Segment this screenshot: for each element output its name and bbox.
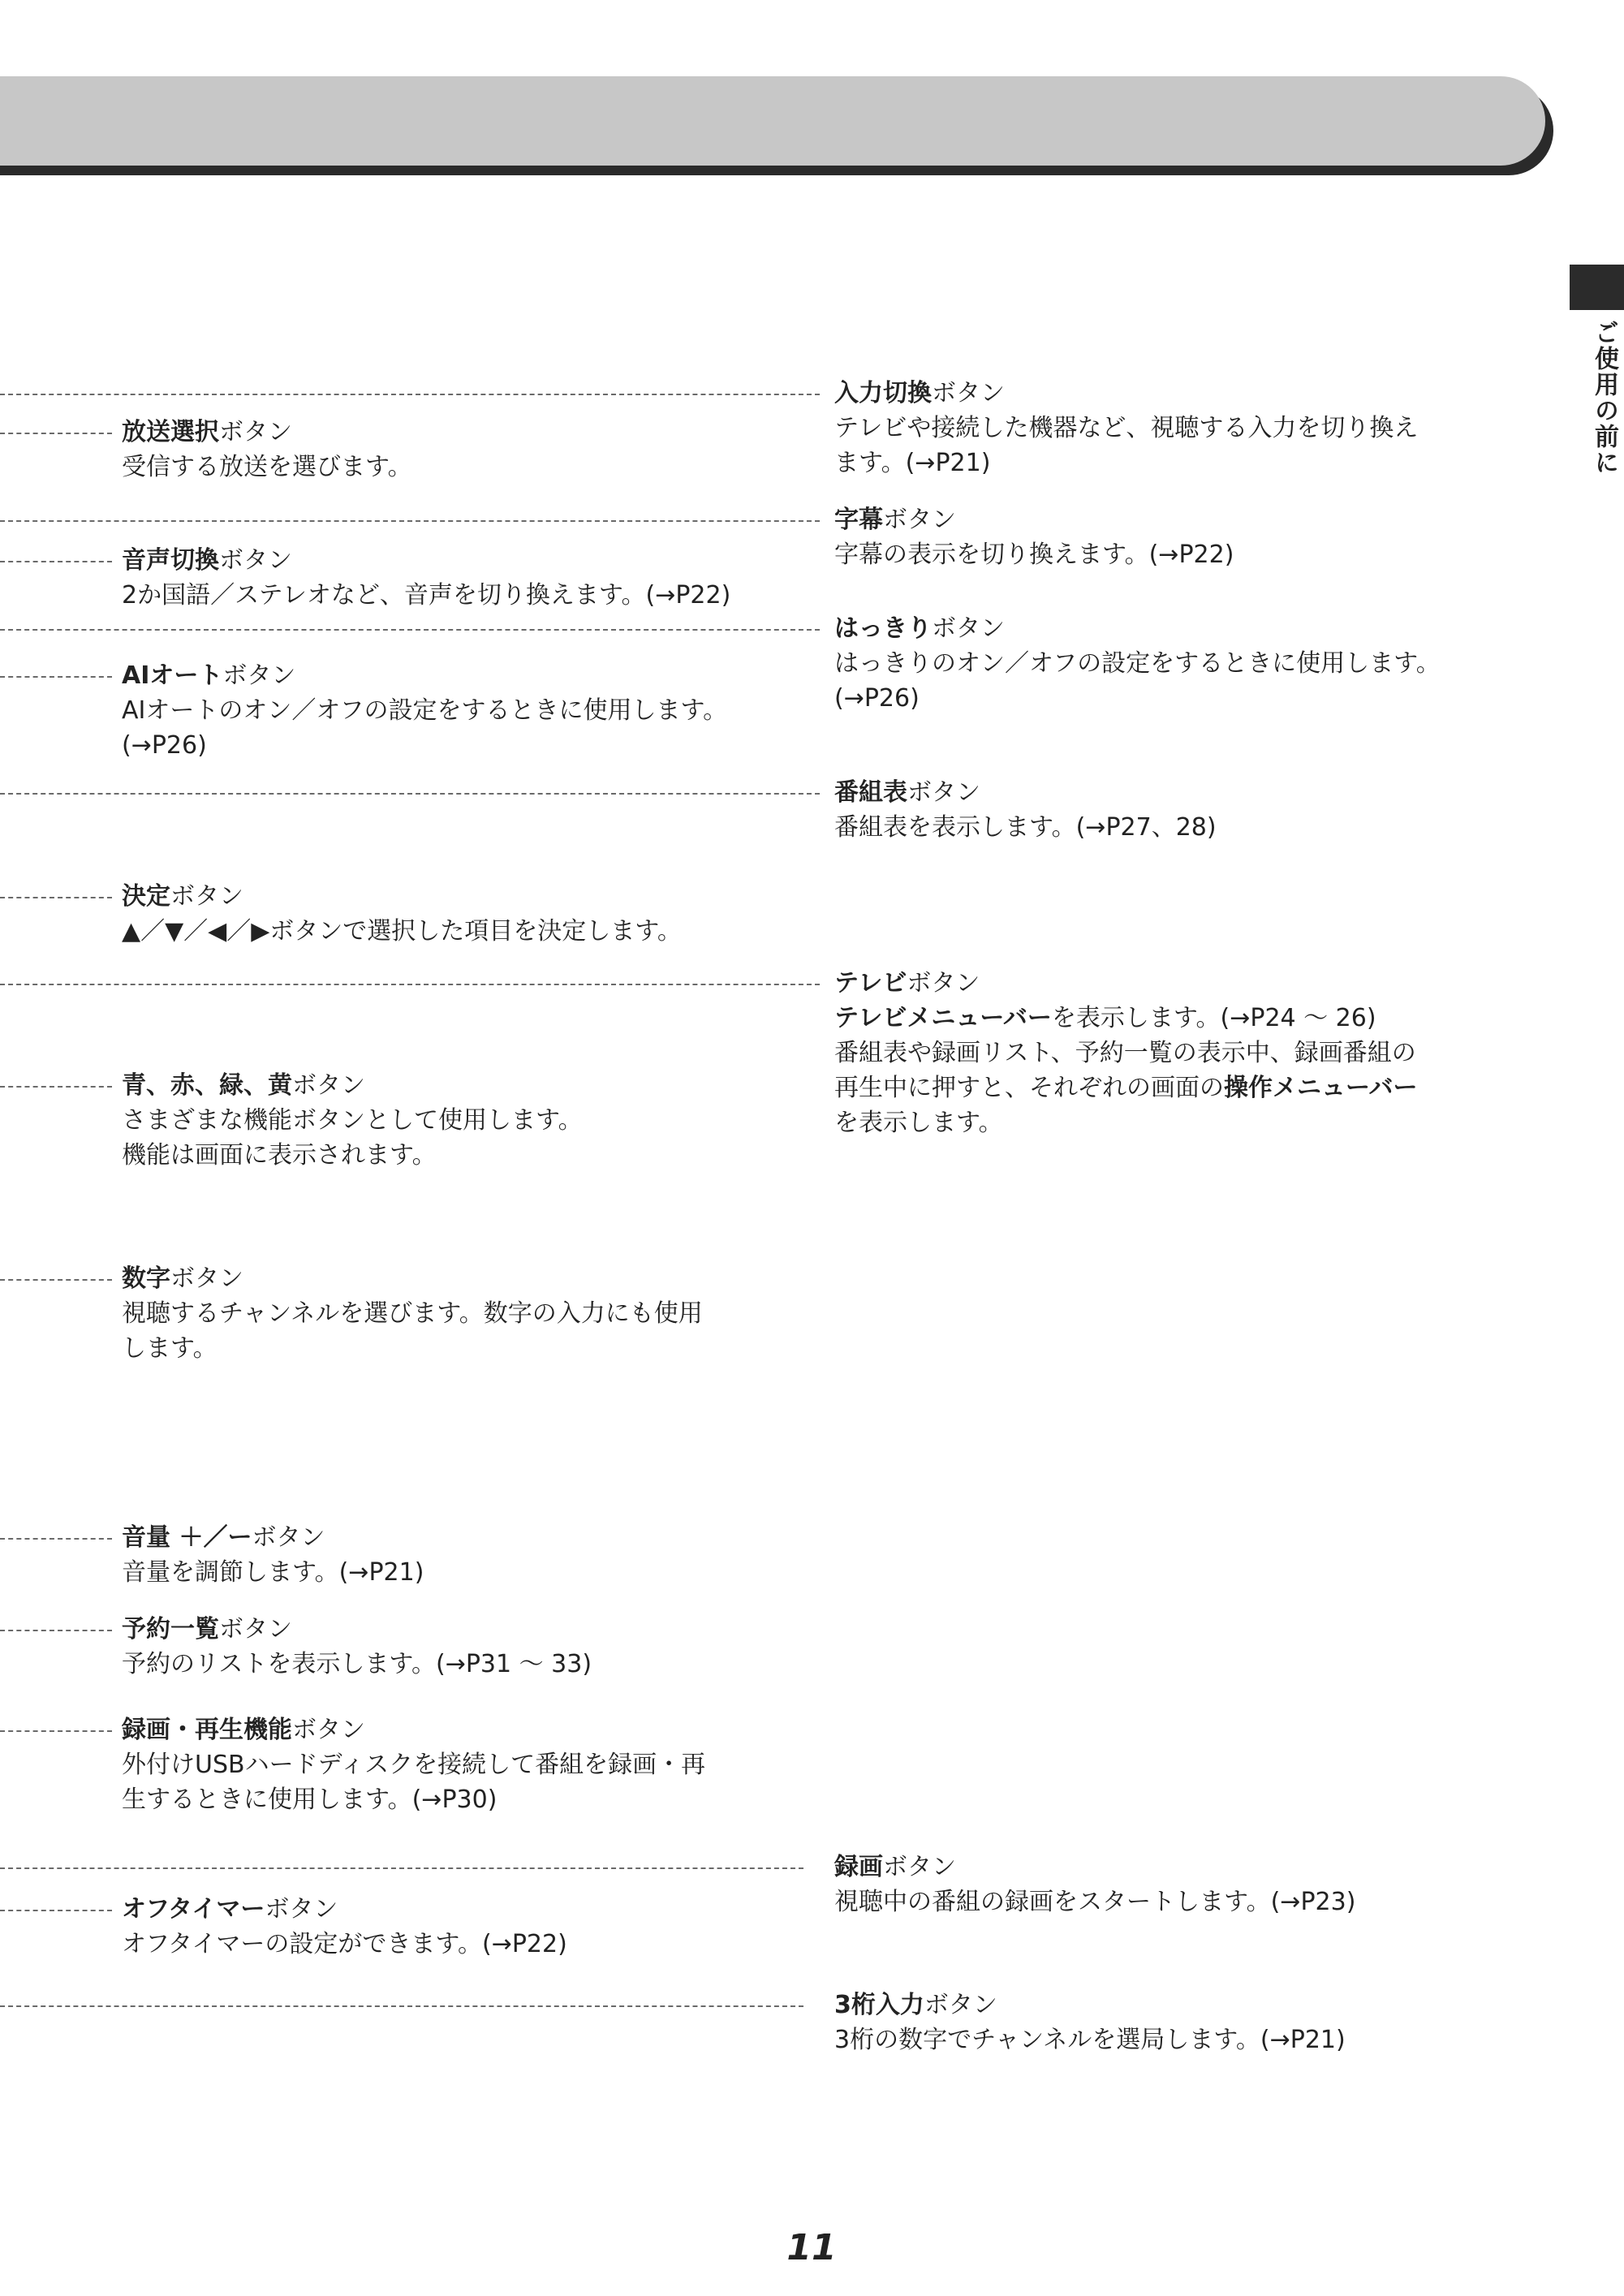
leader-line-off-timer (0, 1910, 112, 1911)
leader-line-enter (0, 897, 112, 898)
entry-desc: AIオートのオン／オフの設定をするときに使用します。 (→P26) (122, 696, 728, 760)
leader-line-tv (0, 984, 820, 985)
entry-desc: 字幕の表示を切り換えます。(→P22) (834, 541, 1234, 569)
side-tab-label: ご使用の前に (1590, 320, 1618, 476)
entry-title-suffix: ボタン (219, 546, 292, 575)
entry-title-bold: 放送選択 (122, 418, 219, 446)
leader-line-ai-auto (0, 676, 112, 678)
entry-title-suffix: ボタン (265, 1895, 338, 1923)
entry-desc-text: を表示します。(→P24 〜 26) 番組表や録画リスト、予約一覧の表示中、録画番組の 再生中に押すと、それぞれの画面の (834, 1004, 1416, 1102)
entry-title-suffix: ボタン (292, 1716, 365, 1744)
entry-title-suffix: ボタン (170, 1264, 243, 1293)
leader-line-record (0, 1867, 803, 1869)
entry-desc: 予約のリストを表示します。(→P31 〜 33) (122, 1650, 592, 1678)
entry-title-bold: はっきり (834, 614, 932, 643)
entry-color-buttons (122, 1068, 787, 1173)
entry-title-bold: 青、赤、緑、黄 (122, 1071, 292, 1100)
entry-title-bold: 録画 (834, 1853, 883, 1881)
entry-title-suffix: ボタン (219, 418, 292, 446)
entry-desc: 受信する放送を選びます。 (122, 453, 412, 481)
entry-desc-bold: テレビメニューバー (834, 1004, 1052, 1032)
leader-line-3digit (0, 2005, 803, 2007)
entry-title-bold: 3桁入力 (834, 1991, 924, 2019)
entry-desc: さまざまな機能ボタンとして使用します。 機能は画面に表示されます。 (122, 1106, 583, 1170)
entry-title-suffix: ボタン (170, 882, 243, 911)
entry-program-guide (834, 775, 1549, 845)
entry-title-suffix: ボタン (252, 1523, 325, 1552)
leader-line-broadcast (0, 433, 112, 434)
entry-broadcast-select (122, 415, 787, 485)
entry-title-suffix: ボタン (907, 969, 980, 997)
entry-title-suffix: ボタン (219, 1615, 292, 1643)
entry-title-bold: 録画・再生機能 (122, 1716, 292, 1744)
entry-title-suffix: ボタン (924, 1991, 997, 2019)
entry-desc-bold: 操作メニューバー (1224, 1074, 1418, 1102)
entry-title-bold: 入力切換 (834, 379, 932, 407)
entry-number (122, 1261, 787, 1366)
entry-desc: はっきりのオン／オフの設定をするときに使用します。 (→P26) (834, 649, 1441, 713)
entry-desc: 外付けUSBハードディスクを接続して番組を録画・再 生するときに使用します。(→P30) (122, 1751, 706, 1814)
leader-line-color-buttons (0, 1086, 112, 1088)
entry-title-bold: 予約一覧 (122, 1615, 219, 1643)
entry-desc: 音量を調節します。(→P21) (122, 1558, 424, 1587)
leader-line-epg (0, 793, 820, 795)
entry-desc-text: を表示します。 (834, 1109, 1003, 1137)
entry-off-timer (122, 1892, 787, 1962)
entry-title-bold: 字幕 (834, 506, 883, 534)
entry-desc: オフタイマーの設定ができます。(→P22) (122, 1930, 567, 1958)
entry-title-bold: オフタイマー (122, 1895, 265, 1923)
entry-title-bold: 音声切換 (122, 546, 219, 575)
entry-title-suffix: ボタン (932, 614, 1005, 643)
entry-record (834, 1850, 1549, 1919)
entry-desc: 番組表を表示します。(→P27、28) (834, 813, 1217, 842)
entry-title-suffix: ボタン (222, 661, 296, 690)
entry-input-switch (834, 376, 1549, 480)
entry-title-bold: 番組表 (834, 778, 907, 807)
entry-title-bold: 音量 ＋／ー (122, 1523, 252, 1552)
entry-title-bold: AIオート (122, 661, 223, 690)
entry-title-suffix: ボタン (883, 1853, 956, 1881)
entry-3digit-input (834, 1988, 1549, 2057)
leader-line-subtitle (0, 520, 820, 522)
leader-line-number (0, 1279, 112, 1281)
entry-title-bold: 数字 (122, 1264, 170, 1293)
entry-desc (834, 1001, 1549, 1140)
entry-desc: テレビや接続した機器など、視聴する入力を切り換え ます。(→P21) (834, 414, 1419, 477)
leader-line-rec-play (0, 1730, 112, 1732)
entry-desc: 視聴中の番組の録画をスタートします。(→P23) (834, 1888, 1356, 1916)
entry-title-bold: 決定 (122, 882, 170, 911)
leader-line-input-switch (0, 394, 820, 395)
entry-desc: 視聴するチャンネルを選びます。数字の入力にも使用 します。 (122, 1299, 703, 1363)
leader-line-audio (0, 561, 112, 562)
entry-title-bold: テレビ (834, 969, 907, 997)
entry-desc: ▲／▼／◀／▶ボタンで選択した項目を決定します。 (122, 917, 682, 946)
entry-tv (834, 966, 1549, 1140)
entry-title-suffix: ボタン (883, 506, 956, 534)
entry-title-suffix: ボタン (907, 778, 980, 807)
entry-title-suffix: ボタン (292, 1071, 365, 1100)
entry-ai-auto (122, 658, 787, 763)
entry-desc: 3桁の数字でチャンネルを選局します。(→P21) (834, 2026, 1346, 2054)
entry-title-suffix: ボタン (932, 379, 1005, 407)
leader-line-reservation (0, 1630, 112, 1631)
leader-line-volume (0, 1538, 112, 1540)
header-band (0, 76, 1545, 166)
entry-audio-switch (122, 543, 787, 613)
entry-reservation-list (122, 1612, 787, 1682)
entry-subtitle (834, 502, 1549, 572)
side-tab-marker (1570, 265, 1624, 310)
entry-enter (122, 879, 787, 949)
leader-line-clear (0, 629, 820, 631)
entry-record-play-function (122, 1712, 787, 1817)
entry-volume (122, 1520, 787, 1590)
page-number: 11 (786, 2227, 837, 2268)
entry-clear-voice (834, 611, 1549, 716)
entry-desc: 2か国語／ステレオなど、音声を切り換えます。(→P22) (122, 581, 731, 610)
